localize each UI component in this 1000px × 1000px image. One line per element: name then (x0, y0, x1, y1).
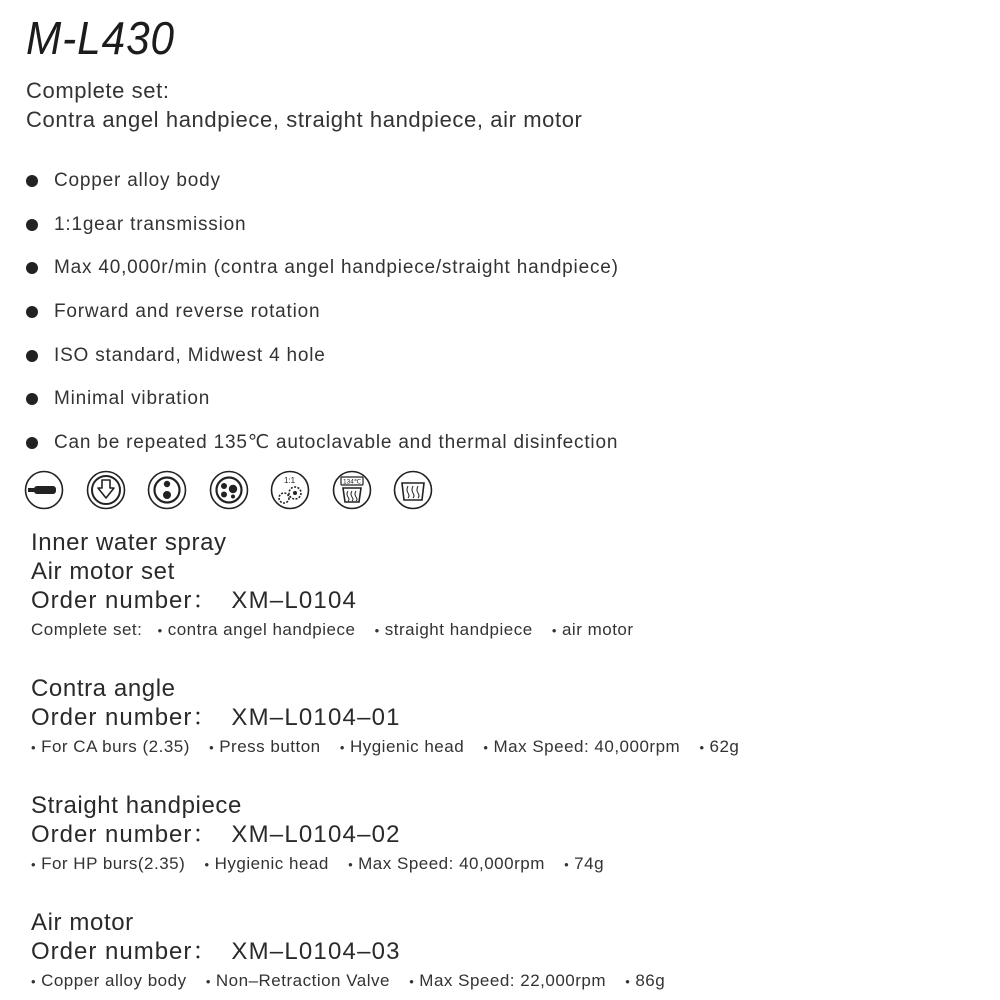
spec-item: • Max Speed: 22,000rpm (409, 971, 607, 990)
four-hole-icon (209, 470, 249, 510)
section-heading: Straight handpiece (31, 792, 242, 819)
spec-line (31, 732, 753, 763)
order-label: Order number： (31, 704, 218, 731)
spec-item: • Max Speed: 40,000rpm (348, 854, 545, 873)
spec-item: • Non–Retraction Valve (205, 971, 390, 990)
order-number-value: XM–L0104–01 (231, 704, 401, 731)
feature-list (26, 159, 619, 465)
spec-item: • Copper alloy body (31, 971, 187, 990)
feature-item: Forward and reverse rotation (26, 290, 619, 334)
feature-item: Can be repeated 135℃ autoclavable and thermal disinfection (26, 421, 619, 465)
bullet-icon (26, 219, 38, 231)
autoclave-icon (332, 470, 372, 510)
section-heading: Air motor (31, 909, 134, 936)
bullet-icon (26, 175, 38, 187)
spec-item: • 86g (625, 971, 666, 990)
order-number (31, 703, 753, 732)
autoclave-temp-text: 134℃ (342, 478, 361, 486)
spec-item: • Hygienic head (339, 737, 465, 756)
spec-item: • 62g (699, 737, 740, 756)
feature-item: Max 40,000r/min (contra angel handpiece/straight handpiece) (26, 246, 619, 290)
straight-handpiece-section (31, 791, 618, 880)
section-heading: Contra angle (31, 675, 176, 702)
intro-line-2: Contra angel handpiece, straight handpiece, air motor (26, 107, 583, 132)
order-label: Order number： (31, 821, 218, 848)
section-subheading: Air motor set (31, 558, 175, 585)
order-number (31, 820, 618, 849)
gear-ratio-text: 1:1 (284, 476, 296, 485)
thermal-disinfection-icon (393, 470, 433, 510)
bullet-icon (26, 306, 38, 318)
spec-item: • contra angel handpiece (157, 620, 356, 639)
air-motor-set-section (31, 528, 648, 646)
spec-item: • Hygienic head (204, 854, 329, 873)
order-number (31, 586, 648, 615)
feature-item: Copper alloy body (26, 159, 619, 203)
order-label: Order number： (31, 938, 218, 965)
order-label: Order number： (31, 587, 218, 614)
bullet-icon (26, 262, 38, 274)
section-heading: Inner water spray (31, 529, 227, 556)
model-title: M-L430 (26, 12, 176, 64)
push-button-icon (86, 470, 126, 510)
order-number-value: XM–L0104–03 (231, 938, 401, 965)
spec-lead: Complete set: (31, 620, 143, 639)
spec-line (31, 615, 648, 646)
spec-item: • straight handpiece (374, 620, 533, 639)
contra-angle-section (31, 674, 753, 763)
order-number-value: XM–L0104–02 (231, 821, 401, 848)
intro-line-1: Complete set: (26, 78, 170, 103)
intro (26, 76, 582, 134)
handpiece-icon (24, 470, 64, 510)
bullet-icon (26, 437, 38, 449)
spec-line (31, 849, 618, 880)
order-number (31, 937, 679, 966)
spec-item: • Max Speed: 40,000rpm (483, 737, 681, 756)
gear-ratio-icon (270, 470, 310, 510)
order-number-value: XM–L0104 (231, 587, 358, 614)
spec-line (31, 966, 679, 997)
air-motor-section (31, 908, 679, 997)
spec-item: • air motor (551, 620, 634, 639)
spec-item: • For HP burs(2.35) (31, 854, 186, 873)
spec-item: • 74g (564, 854, 605, 873)
bullet-icon (26, 393, 38, 405)
spec-item: • For CA burs (2.35) (31, 737, 190, 756)
feature-icons (24, 470, 433, 510)
feature-item: ISO standard, Midwest 4 hole (26, 334, 619, 378)
spec-item: • Press button (209, 737, 321, 756)
feature-item: Minimal vibration (26, 377, 619, 421)
bullet-icon (26, 350, 38, 362)
two-hole-icon (147, 470, 187, 510)
feature-item: 1:1gear transmission (26, 203, 619, 247)
